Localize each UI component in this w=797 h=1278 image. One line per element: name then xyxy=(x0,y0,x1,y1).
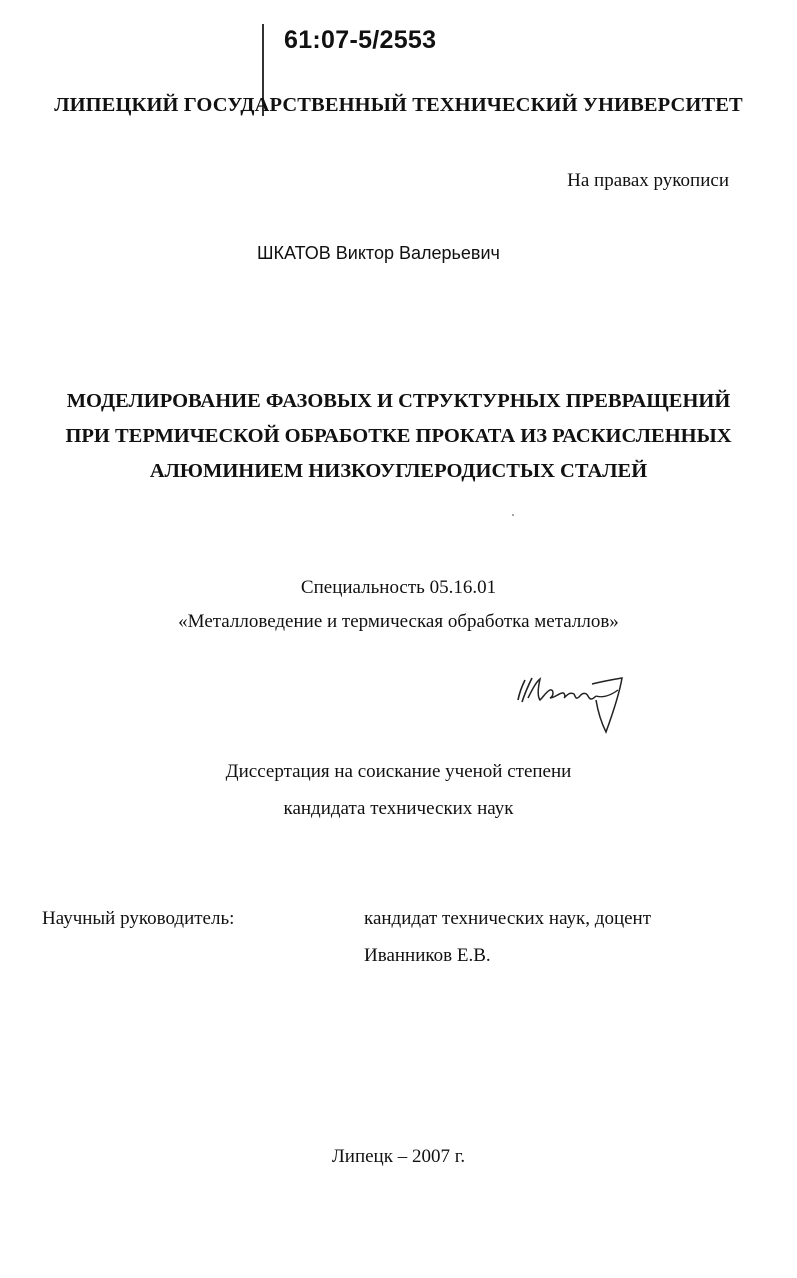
author-signature xyxy=(510,660,640,740)
dissertation-title xyxy=(0,384,797,489)
specialty-name: «Металловедение и термическая обработка металлов» xyxy=(178,611,619,632)
university-name: ЛИПЕЦКИЙ ГОСУДАРСТВЕННЫЙ ТЕХНИЧЕСКИЙ УНИВЕРСИТЕТ xyxy=(54,94,743,116)
supervisor-name: Иванников Е.В. xyxy=(364,945,491,966)
dissertation-degree-line-1: Диссертация на соискание ученой степени xyxy=(225,761,572,782)
title-line-1: МОДЕЛИРОВАНИЕ ФАЗОВЫХ И СТРУКТУРНЫХ ПРЕВРАЩЕНИЙ xyxy=(66,390,731,412)
supervisor-label: Научный руководитель: xyxy=(42,908,235,929)
library-stamp-code: 61:07-5/2553 xyxy=(284,26,437,54)
specialty-code: Специальность 05.16.01 xyxy=(300,577,497,598)
scan-speck xyxy=(512,514,514,516)
author-name: ШКАТОВ Виктор Валерьевич xyxy=(257,243,500,263)
city-year: Липецк – 2007 г. xyxy=(331,1146,466,1167)
dissertation-degree-line-2: кандидата технических наук xyxy=(283,798,514,819)
title-line-3: АЛЮМИНИЕМ НИЗКОУГЛЕРОДИСТЫХ СТАЛЕЙ xyxy=(149,460,648,482)
rights-note: На правах рукописи xyxy=(567,170,729,191)
title-line-2: ПРИ ТЕРМИЧЕСКОЙ ОБРАБОТКЕ ПРОКАТА ИЗ РАСКИСЛЕННЫХ xyxy=(65,425,732,447)
supervisor-degree: кандидат технических наук, доцент xyxy=(364,908,652,929)
